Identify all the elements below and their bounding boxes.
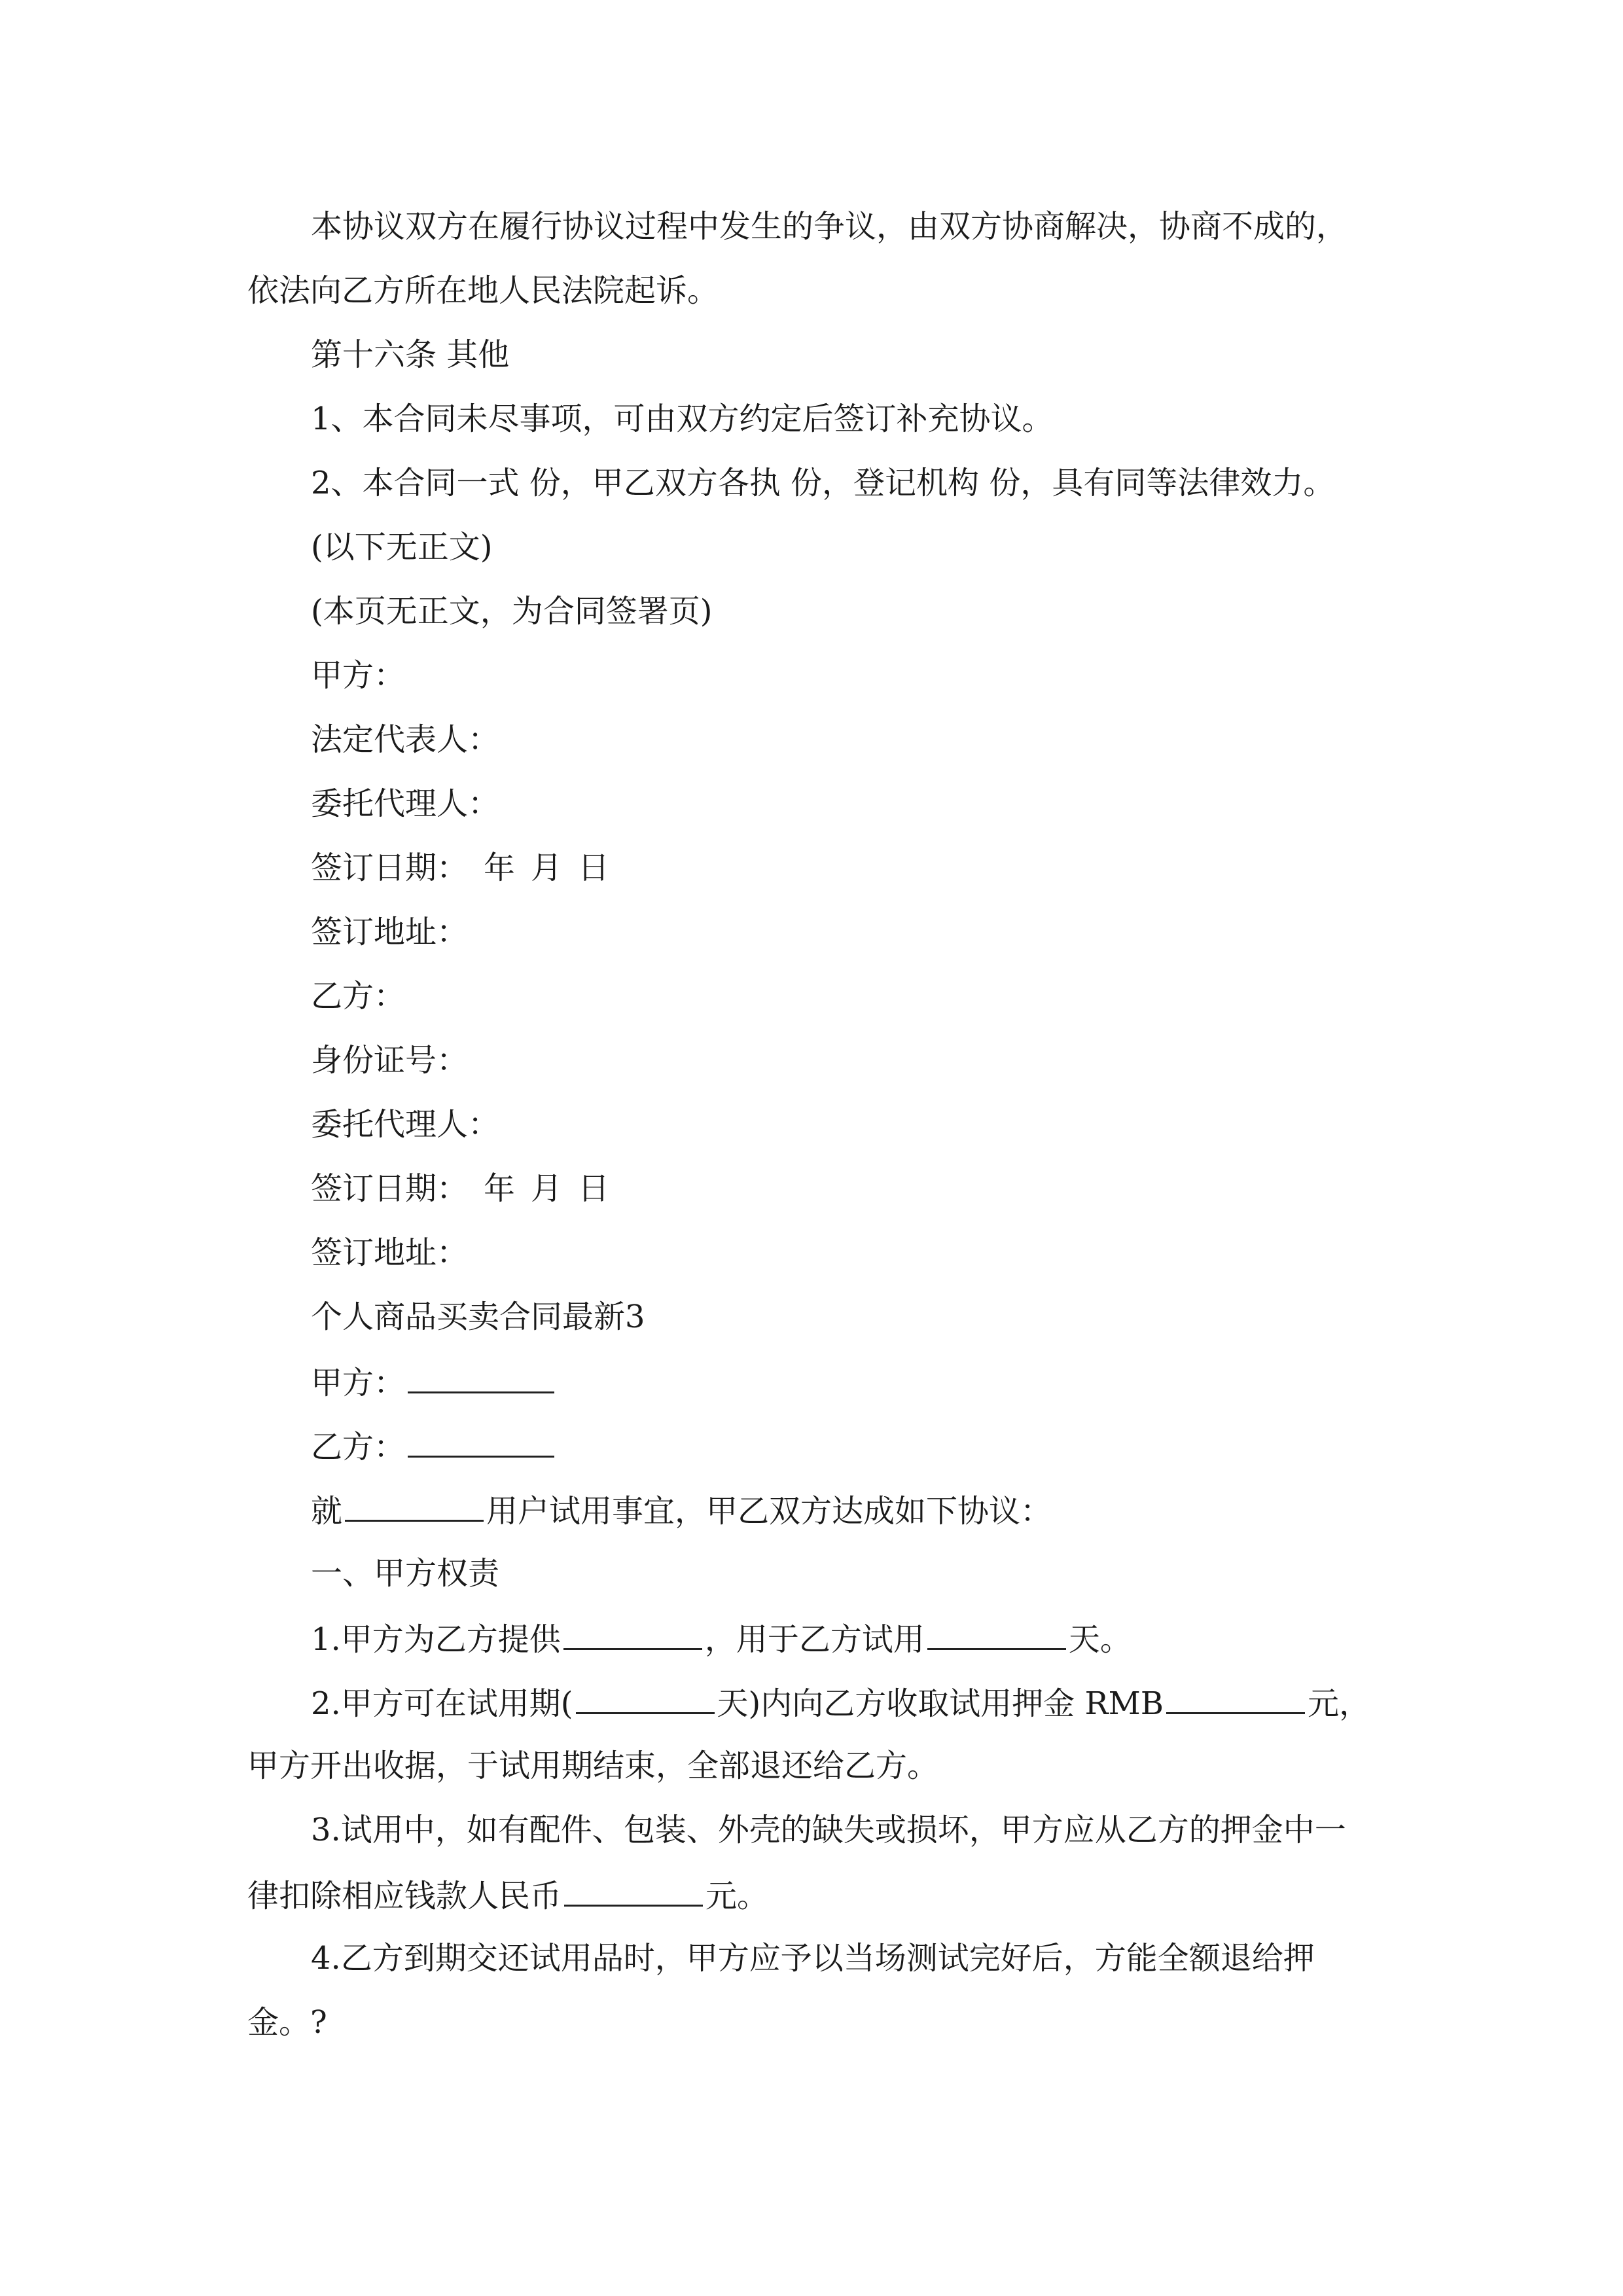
- item-3-blank: [564, 1878, 703, 1907]
- item-2-blank-2: [1166, 1686, 1305, 1714]
- item-2-part-a: 2.甲方可在试用期(: [311, 1685, 573, 1722]
- section-1-item-3-line-1: 3.试用中，如有配件、包装、外壳的缺失或损坏，甲方应从乙方的押金中一: [311, 1812, 1346, 1848]
- article-16-heading: 第十六条 其他: [311, 336, 510, 373]
- dispute-clause-line-2: 依法向乙方所在地人民法院起诉。: [247, 272, 719, 309]
- item-1-blank-1: [563, 1622, 702, 1650]
- other-item-2: 2、本合同一式 份，甲乙双方各执 份，登记机构 份，具有同等法律效力。: [311, 465, 1335, 501]
- section-1-item-3-line-2: [247, 1878, 768, 1912]
- dispute-clause-line-1: 本协议双方在履行协议过程中发生的争议，由双方协商解决，协商不成的，: [311, 208, 1348, 245]
- party-b-id-number: 身份证号：: [311, 1042, 469, 1079]
- contract-3-party-b: [311, 1429, 557, 1463]
- party-b-year: 年: [484, 1170, 516, 1207]
- party-b-blank: [408, 1429, 554, 1458]
- contract-3-title: 个人商品买卖合同最新3: [311, 1299, 645, 1335]
- contract-3-intro: [311, 1493, 1052, 1530]
- item-1-part-a: 1.甲方为乙方提供: [311, 1621, 561, 1658]
- party-a-sign-date: [311, 852, 609, 884]
- item-2-blank-1: [576, 1686, 715, 1714]
- section-1-item-4-line-2: 金。?: [247, 2004, 327, 2041]
- item-1-part-b: ，用于乙方试用: [704, 1621, 925, 1658]
- section-1-item-2-line-1: [311, 1685, 1371, 1722]
- party-b-label: 乙方：: [311, 978, 406, 1014]
- other-item-1: 1、本合同未尽事项，可由双方约定后签订补充协议。: [311, 401, 1054, 437]
- item-3-part-a: 律扣除相应钱款人民币: [247, 1878, 562, 1914]
- section-1-item-4-line-1: 4.乙方到期交还试用品时，甲方应予以当场测试完好后，方能全额退给押: [311, 1940, 1315, 1977]
- party-a-date-label: 签订日期：: [311, 850, 469, 886]
- party-a-address: 签订地址：: [311, 914, 469, 950]
- party-b-agent: 委托代理人：: [311, 1106, 500, 1143]
- section-1-item-1: [311, 1621, 1132, 1658]
- party-b-day: 日: [578, 1170, 610, 1207]
- item-2-part-c: 元，: [1308, 1685, 1371, 1722]
- contract-3-party-a: [311, 1365, 557, 1399]
- party-a-day: 日: [578, 850, 610, 886]
- intro-blank: [345, 1494, 484, 1522]
- party-a-year: 年: [484, 850, 516, 886]
- no-text-note: (以下无正文): [311, 529, 493, 565]
- item-3-part-b: 元。: [705, 1878, 769, 1914]
- party-a-blank: [408, 1365, 554, 1393]
- party-a-agent: 委托代理人：: [311, 785, 500, 822]
- section-1-item-2-line-2: 甲方开出收据，于试用期结束，全部退还给乙方。: [247, 1748, 939, 1784]
- item-2-part-b: 天)内向乙方收取试用押金 RMB: [717, 1685, 1164, 1722]
- item-1-blank-2: [927, 1622, 1066, 1650]
- party-b-address: 签订地址：: [311, 1234, 469, 1271]
- party-b-date-label: 签订日期：: [311, 1170, 469, 1207]
- party-a-month: 月: [531, 850, 563, 886]
- signature-page-note: (本页无正文，为合同签署页): [311, 593, 713, 630]
- party-b-month: 月: [531, 1170, 563, 1207]
- section-1-heading: 一、甲方权责: [311, 1555, 500, 1592]
- contract-3-party-b-label: 乙方：: [311, 1429, 406, 1465]
- item-1-part-c: 天。: [1068, 1621, 1132, 1658]
- party-a-legal-rep: 法定代表人：: [311, 721, 500, 758]
- party-a-label: 甲方：: [311, 657, 406, 694]
- intro-prefix: 就: [311, 1493, 343, 1530]
- contract-3-party-a-label: 甲方：: [311, 1365, 406, 1401]
- intro-suffix: 用户试用事宜，甲乙双方达成如下协议：: [486, 1493, 1052, 1530]
- party-b-sign-date: [311, 1170, 610, 1207]
